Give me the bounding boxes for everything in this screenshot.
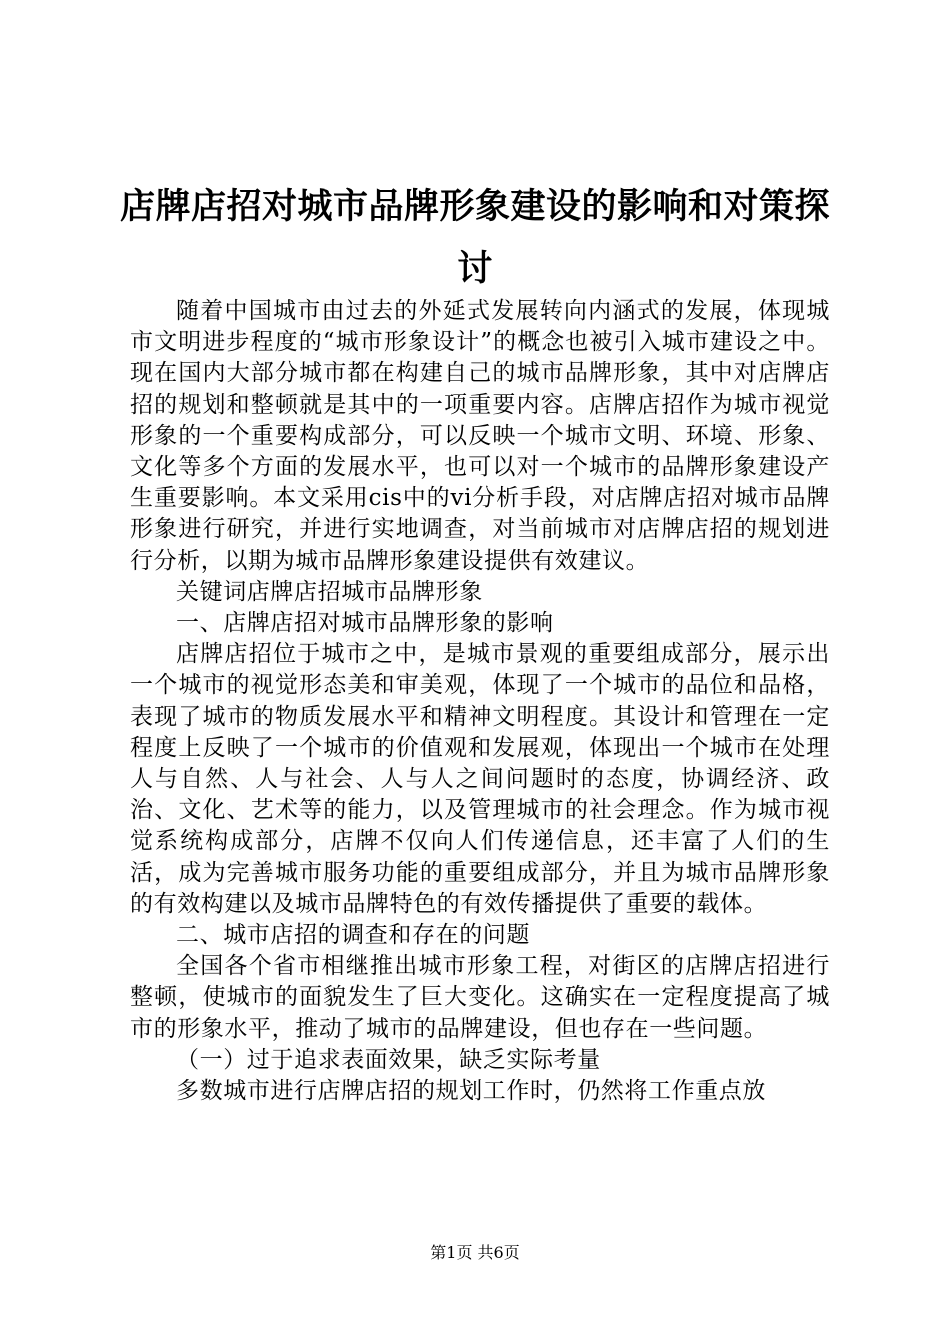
subsection-1-paragraph: 多数城市进行店牌店招的规划工作时，仍然将工作重点放 [176,1078,766,1105]
keywords-line: 关键词店牌店招城市品牌形象 [176,578,483,605]
section-heading-1: 一、店牌店招对城市品牌形象的影响 [176,610,554,637]
document-title: 店牌店招对城市品牌形象建设的影响和对策探讨 [120,186,831,289]
subsection-heading-1: （一）过于追求表面效果，缺乏实际考量 [176,1046,601,1073]
section-2-paragraph: 全国各个省市相继推出城市形象工程，对街区的店牌店招进行整顿，使城市的面貌发生了巨大变化。这确实在一定程度提高了城市的形象水平，推动了城市的品牌建设，但也存在一些问题。 [130,953,830,1042]
intro-paragraph: 随着中国城市由过去的外延式发展转向内涵式的发展，体现城市文明进步程度的“城市形象设计”的概念也被引入城市建设之中。现在国内大部分城市都在构建自己的城市品牌形象，其中对店牌店招的规划和整顿就是其中的一项重要内容。店牌店招作为城市视觉形象的一个重要构成部分，可以反映一个城市文明、环境、形象、文化等多个方面的发展水平，也可以对一个城市的品牌形象建设产生重要影响。本文采用cis中的vi分析手段，对店牌店招对城市品牌形象进行研究，并进行实地调查，对当前城市对店牌店招的规划进行分析，以期为城市品牌形象建设提供有效建议。 [130,298,830,574]
document-body [130,296,830,1107]
section-heading-2: 二、城市店招的调查和存在的问题 [176,922,530,949]
page-footer: 第1页 共6页 [430,1243,520,1262]
section-1-paragraph: 店牌店招位于城市之中，是城市景观的重要组成部分，展示出一个城市的视觉形态美和审美观，体现了一个城市的品位和品格，表现了城市的物质发展水平和精神文明程度。其设计和管理在一定程度上反映了一个城市的价值观和发展观，体现出一个城市在处理人与自然、人与社会、人与人之间问题时的态度，协调经济、政治、文化、艺术等的能力，以及管理城市的社会理念。作为城市视觉系统构成部分，店牌不仅向人们传递信息，还丰富了人们的生活，成为完善城市服务功能的重要组成部分，并且为城市品牌形象的有效构建以及城市品牌特色的有效传播提供了重要的载体。 [130,641,830,917]
